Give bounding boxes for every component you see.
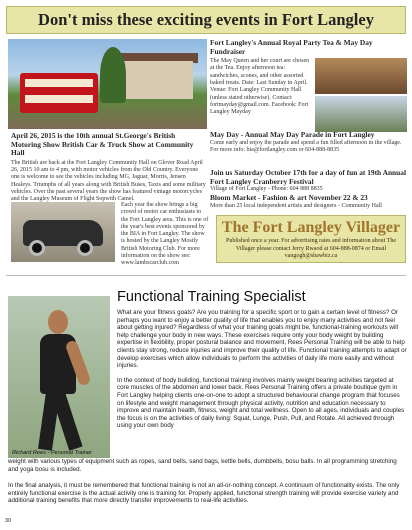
event-body: Village of Fort Langley - Phone: 604 888 8835 xyxy=(210,186,323,193)
event-heading: April 26, 2015 is the 10th annual St.George's British Motoring Show British Car & Truck Show at Community Hall xyxy=(11,131,194,158)
events-column xyxy=(210,38,408,209)
photo-caption: Richard Rees - Personal Trainer xyxy=(12,450,92,456)
event-heading: May Day - Annual May Day Parade in Fort Langley xyxy=(210,130,375,139)
villager-ad-box xyxy=(216,215,406,263)
banner-title: Don't miss these exciting events in Fort Langley xyxy=(6,6,406,34)
event-royal-tea xyxy=(210,39,408,117)
villager-text: Published once a year. For advertising rates and information about The Villager please contact Jerry Rwaod at 604-888-0874 or Email vangogh@shawbiz.ca xyxy=(225,238,396,259)
event-bloom-market xyxy=(210,194,408,210)
section-divider xyxy=(6,275,406,276)
article-body xyxy=(117,309,407,430)
villager-title: The Fort Langley Villager xyxy=(221,219,401,236)
article-paragraph-continued: weight with various types of equipment such as ropes, sand bells, sand bags, kettle bells, dumbbells, bosu balls. In all programming stretching and yoga bosu is included. xyxy=(8,458,397,473)
event-body: The May Queen and her court are chosen at the Tea. Enjoy afternoon tea: sandwiches, scones, and other assorted baked treats. Date: Last Sunday in April. Venue: Fort Langley Community Hall (unless stated otherwise). Contact: fortmayday@gmail.com. Facebook: Fort Langley Mayday xyxy=(210,58,310,116)
car-show-text: Each year the show brings a big crowd of motor car enthusiasts to the Fort Langley area. This is one of the year's best events sponsored by the BIA in Fort Langley. The show is hosted by the Langley Mostly British Motoring Club. For more information on the show see: www.lambscarclub.com xyxy=(121,202,209,267)
event-heading: Join us Saturday October 17th for a day of fun at 19th Annual Fort Langley Cranberry Festival xyxy=(210,168,407,186)
event-cranberry-festival xyxy=(210,169,408,193)
event-body: The British are back at the Fort Langley Community Hall on Glover Road April 26, 2015 10 am to 4 pm, with motor vehicles from the Old Country. Everyone one is welcome to see the vehicles including MG, Jaguar, Morris, Jensen Healeys. Triumphs of all years along with British Buses, Taxis and some military vehicles. Over the past several years the show has featured vintage motorcycles and the Langley Museum of Flight Sopwith Camel. xyxy=(11,159,206,203)
event-may-day xyxy=(210,131,408,154)
event-heading: Fort Langley's Annual Royal Party Tea & May Day Fundraiser xyxy=(210,38,373,56)
bus-photo xyxy=(8,39,207,129)
page-number: 30 xyxy=(5,518,12,524)
event-heading: Bloom Market - Fashion & art November 22 & 23 xyxy=(210,193,368,202)
british-car-show-event xyxy=(11,132,207,204)
article-paragraph: In the final analysis, it must be remembered that functional training is not an all-or-nothing concept. A continuum of functionality exists. The only entirely functional exercise is the actual activity one is training for. Properly applied, functional strength training will provide exercise variety and additional training benefits that more directly transfer improvements to real-life activities. xyxy=(8,482,400,505)
event-body: Come early and enjoy the parade and spend a fun filled afternoon in the village. For more info: bia@fortlangley.com or 604-888-8835 xyxy=(210,139,402,153)
article-paragraph: What are your fitness goals? Are you training for a specific sport or to gain a certain level of fitness? Or perhaps you want to enjoy a better quality of life that enables you to enjoy many activities and not feel about getting injured? Regardless of what your training goals might be, functional-training workouts will help challenge your body in new ways. These exercises require only your body weight by building expertise in flexibility, proper postural balance and movement, Rees Personal Training will be able to help clients stay strong, reduce injuries and improve their quality of life. Functional training attempts to adapt or develop exercises which allow individuals to perform the activities of daily life more easily and without injuries. xyxy=(117,309,407,370)
vintage-car-photo xyxy=(11,202,115,262)
event-body: More than 25 local independent artists and designers - Community Hall xyxy=(210,202,382,209)
trainer-photo xyxy=(8,296,110,458)
article-title: Functional Training Specialist xyxy=(117,289,306,305)
article-paragraph: In the context of body building, functional training involves mainly weight bearing activities targeted at core muscles of the abdomen and lower back. Rees Personal Training offers a private boutique gym in Fort Langley helping clients one-on-one to adopt a structured behavioural change program that focuses on lifestyle and weight management through physical activity, nutrition and education necessary to improve and maintain health, fitness, weight and total wellness. Open to all ages, individuals and couples the focus is on the activities of daily living: Squat, Lunge, Push, Pull, and Rotate. All achieved through using your own body xyxy=(117,376,405,430)
